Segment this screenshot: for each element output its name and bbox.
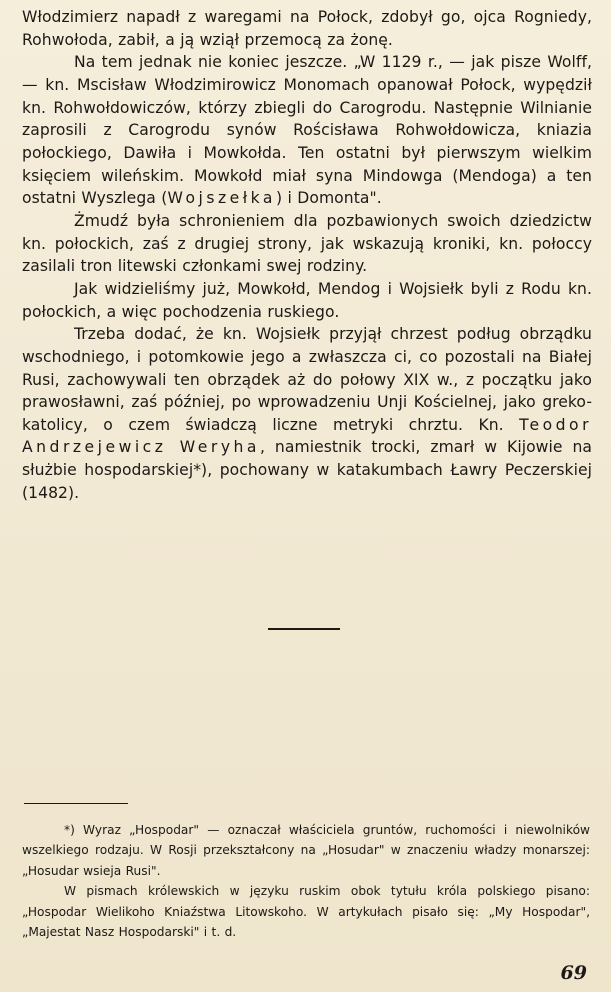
footnote-2: W pismach królewskich w języku ruskim obok tytułu króla polskiego pisano: „Hospodar Wielikoho Kniaźstwa Litowskoho. W artykułach pisało się: „My Hospodar", „Majestat Nasz Hospodarski" i t. d. bbox=[22, 884, 590, 940]
footnote-divider bbox=[24, 803, 128, 804]
main-text bbox=[22, 6, 592, 504]
paragraph-4 bbox=[22, 278, 592, 323]
paragraph-1 bbox=[22, 6, 592, 51]
footnote-1: *) Wyraz „Hospodar" — oznaczał właściciela gruntów, ruchomości i niewolników wszelkiego rodzaju. W Rosji przekształcony na „Hosudar" w znaczeniu władzy monarszej: „Hosudar wsieja Rusi". bbox=[22, 823, 590, 878]
paragraph-5-text-after: , namiestnik trocki, zmarł w Kijowie na służbie hospodarskiej*), pochowany w katakumbach Ławry Peczerskiej (1482). bbox=[22, 438, 592, 502]
paragraph-1-text: Włodzimierz napadł z waregami na Połock, zdobył go, ojca Rogniedy, Rohwołoda, zabił, a ją wziął przemocą za żonę. bbox=[22, 8, 592, 49]
paragraph-2 bbox=[22, 51, 592, 210]
footnotes bbox=[22, 820, 590, 942]
paragraph-5-spaced-name: Teodor Andrzejewicz Weryha bbox=[22, 415, 592, 457]
paragraph-4-text: Jak widzieliśmy już, Mowkołd, Mendog i Wojsiełk byli z Rodu kn. połockich, a więc pochodzenia ruskiego. bbox=[22, 279, 592, 321]
section-divider bbox=[268, 628, 340, 630]
paragraph-3-text: Żmudź była schronieniem dla pozbawionych swoich dziedzictw kn. połockich, zaś z drugiej strony, jak wskazują kroniki, kn. połoccy zasilali tron litewski członkami swej rodziny. bbox=[22, 211, 592, 276]
paragraph-5 bbox=[22, 323, 592, 504]
paragraph-2-text-before: Na tem jednak nie koniec jeszcze. „W 1129 r., — jak pisze Wolff, — kn. Mscisław Włodzimirowicz Monomach opanował Połock, wypędził kn. Rohwołdowiczów, którzy zbiegli do Carogrodu. Następnie Wilnianie zaprosili z Carogrodu synów Rościsława Rohwołdowicza, kniazia połockiego, Dawiła i Mowkołda. Ten ostatni był pierwszym wielkim księciem wileńskim. Mowkołd miał syna Mindowga (Mendoga) a ten ostatni Wyszlega ( bbox=[22, 53, 592, 208]
paragraph-5-text-before: Trzeba dodać, że kn. Wojsiełk przyjął chrzest podług obrządku wschodniego, i potomkowie jego a zwłaszcza ci, co pozostali na Białej Rusi, zachowywali ten obrządek aż do połowy XIX w., z początku jako prawosławni, zaś później, po wprowadzeniu Unji Kościelnej, jako greko-katolicy, o czem świadczą liczne metryki chrztu. Kn. bbox=[22, 325, 592, 434]
paragraph-3 bbox=[22, 210, 592, 278]
paragraph-2-text-after: ) i Domonta". bbox=[275, 189, 382, 208]
page-number: 69 bbox=[560, 962, 587, 984]
paragraph-2-spaced-name: Wojszełka bbox=[167, 189, 276, 208]
